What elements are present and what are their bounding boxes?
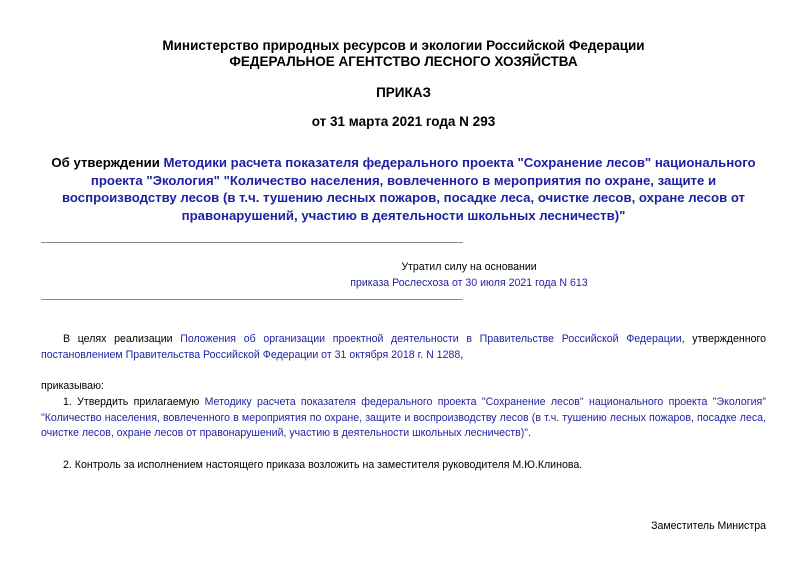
intro-suffix: , — [460, 348, 464, 361]
divider-bottom — [41, 299, 463, 300]
signature-title: Заместитель Министра — [651, 520, 766, 532]
item-1-paragraph — [41, 395, 766, 442]
status-label: Утратил силу на основании — [401, 261, 537, 273]
regulation-link[interactable]: Положения об организации проектной деятельности в Правительстве Российской Федерации — [180, 333, 682, 345]
intro-paragraph — [41, 332, 766, 363]
item-1-prefix: 1. Утвердить прилагаемую — [63, 396, 205, 408]
divider-top — [41, 242, 463, 243]
intro-middle: , утвержденного — [681, 333, 766, 345]
intro-prefix: В целях реализации — [63, 333, 181, 345]
item-1-suffix: . — [528, 427, 532, 439]
item-2-paragraph: 2. Контроль за исполнением настоящего приказа возложить на заместителя руководителя М.Ю.Клинова. — [63, 459, 583, 471]
methodology-title-link[interactable]: Методики расчета показателя федерального проекта "Сохранение лесов" национального проекта "Экология" "Количество населения, вовлеченного в мероприятия по охране, защите и воспроизводству лесов (в т.ч. тушению лесных пожаров, посадке леса, очистке лесов, охране лесов от правонарушений, участию в деятельности школьных лесничеств)" — [61, 155, 756, 223]
document-date: от 31 марта 2021 года N 293 — [311, 114, 496, 129]
ministry-name: Министерство природных ресурсов и экологии Российской Федерации — [162, 38, 645, 53]
order-word: приказываю: — [41, 380, 104, 392]
methodology-link[interactable]: Методику расчета показателя федерального проекта "Сохранение лесов" национального проекта "Экология" "Количество населения, вовлеченного в мероприятия по охране, защите и воспроизводству лесов (в т.ч. тушению лесных пожаров, посадке леса, очистке лесов, охране лесов от правонарушений, участию в деятельности школьных лесничеств)" — [41, 396, 766, 439]
agency-name: ФЕДЕРАЛЬНОЕ АГЕНТСТВО ЛЕСНОГО ХОЗЯЙСТВА — [229, 54, 578, 69]
document-type: ПРИКАЗ — [376, 85, 431, 100]
government-decree-link[interactable]: постановлением Правительства Российской Федерации от 31 октября 2018 г. N 1288 — [41, 348, 461, 361]
subject-prefix: Об утверждении — [51, 155, 164, 170]
document-subject — [0, 154, 807, 224]
repeal-order-link[interactable]: приказа Рослесхоза от 30 июля 2021 года N 613 — [350, 277, 588, 289]
